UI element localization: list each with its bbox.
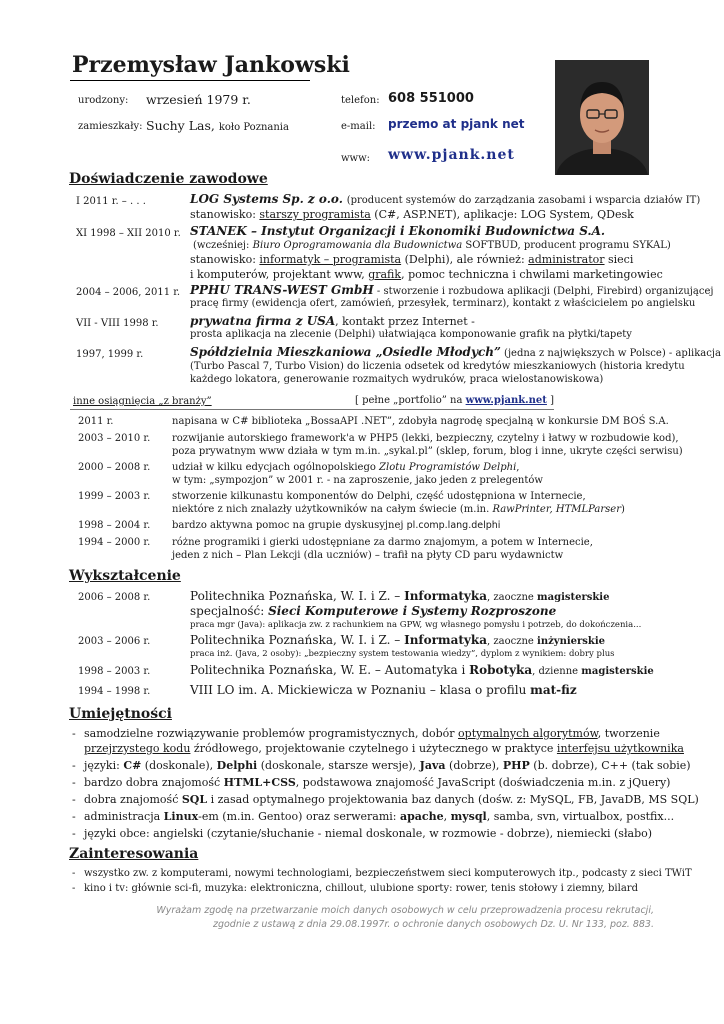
achievement-text: w tym: „sympozjon” w 2001 r. - na zaproszenie, jako jeden z prelegentów: [172, 475, 543, 486]
text-span: samodzielne rozwiązywanie problemów programistycznych, dobór: [84, 727, 459, 740]
section-title-interests: Zainteresowania: [69, 846, 199, 862]
text-span: RawPrinter, HTMLParser: [492, 504, 621, 515]
skill-item: [84, 776, 670, 789]
list-bullet: -: [72, 727, 76, 740]
experience-date: XI 1998 – XII 2010 r.: [76, 228, 181, 239]
experience-position: [190, 268, 663, 281]
text-span: , dzienne: [532, 666, 582, 677]
education-specialty: [190, 604, 556, 618]
experience-desc: pracę firmy (ewidencja ofert, zamówień, przesyłek, terminarz), kontakt z właścicielem po angielsku: [190, 298, 696, 309]
text-span: [ pełne „portfolio” na: [355, 395, 466, 406]
skill-item: [84, 759, 691, 772]
text-span: PHP: [502, 759, 530, 772]
text-span: sieci: [604, 253, 634, 266]
education-date: 2003 – 2006 r.: [78, 636, 151, 647]
experience-position: [190, 208, 634, 221]
text-span: VIII LO im. A. Mickiewicza w Poznaniu – klasa o profilu: [190, 683, 531, 697]
name-underline: [70, 80, 310, 81]
experience-desc: prosta aplikacja na zlecenie (Delphi) ułatwiająca komponowanie grafik na płytki/tapety: [190, 329, 632, 340]
text-span: mat-fiz: [530, 683, 577, 697]
text-span: i zasad optymalnego projektowania baz danych (dośw. z: MySQL, FB, JavaDB, MS SQL): [207, 793, 699, 806]
education-entry: [190, 633, 605, 647]
text-span: (dobrze),: [445, 759, 503, 772]
achievement-date: 1998 – 2004 r.: [78, 520, 151, 531]
text-span: Delphi: [216, 759, 258, 772]
text-span: Sieci Komputerowe i Systemy Rozproszone: [268, 604, 557, 618]
text-span: Politechnika Poznańska, W. I. i Z. –: [190, 633, 405, 647]
section-title-skills: Umiejętności: [69, 706, 172, 722]
text-span: starszy programista: [259, 208, 371, 221]
achievement-text: [172, 462, 519, 473]
text-span: przejrzystego kodu: [84, 742, 191, 755]
company-name: STANEK – Instytut Organizacji i Ekonomiki Budownictwa S.A.: [190, 224, 606, 238]
text-span: , zaoczne: [487, 636, 538, 647]
text-span: , pomoc techniczna i chwilami marketingowiec: [401, 268, 663, 281]
text-span: magisterskie: [581, 666, 654, 677]
text-span: dobra znajomość: [84, 793, 182, 806]
consent-clause-line: zgodnie z ustawą z dnia 29.08.1997r. o ochronie danych osobowych Dz. U. Nr 133, poz. 883.: [212, 919, 654, 930]
born-label: urodzony:: [78, 95, 129, 106]
text-span: Informatyka: [404, 589, 487, 603]
text-span: źródłowego, projektowanie czytelnego i użytecznego w praktyce: [190, 742, 557, 755]
text-span: ]: [546, 395, 555, 406]
text-span: administracja: [84, 810, 164, 823]
portrait-image: [555, 60, 649, 175]
experience-date: I 2011 r. – . . .: [76, 196, 146, 207]
portfolio-note: [355, 395, 554, 406]
section-title-experience: Doświadczenie zawodowe: [69, 171, 268, 187]
text-span: administrator: [528, 253, 605, 266]
achievement-date: 2011 r.: [78, 416, 114, 427]
achievement-text: stworzenie kilkunastu komponentów do Delphi, część udostępniona w Internecie,: [172, 491, 586, 502]
text-span: HTML+CSS: [223, 776, 296, 789]
text-span: ): [620, 504, 625, 515]
achievement-text: rozwijanie autorskiego framework'a w PHP5 (lekki, bezpieczny, czytelny i łatwy w rozbudowie kod),: [172, 433, 679, 444]
newsgroup-name: pl.comp.lang.delphi: [406, 520, 501, 531]
achievement-date: 2003 – 2010 r.: [78, 433, 151, 444]
text-span: udział w kilku edycjach ogólnopolskiego: [172, 462, 380, 473]
education-note: praca inż. (Java, 2 osoby): „bezpieczny system testowania wiedzy”, dyplom z wynikiem: dobry plus: [190, 649, 615, 659]
achievement-text: napisana w C# biblioteka „BossaAPI .NET”, zdobyła nagrodę specjalną w konkursie DM BOŚ S.A.: [172, 416, 669, 427]
text-span: i komputerów, projektant www,: [190, 268, 369, 281]
experience-date: VII - VIII 1998 r.: [76, 318, 159, 329]
education-date: 1998 – 2003 r.: [78, 666, 151, 677]
text-span: stanowisko:: [190, 208, 260, 221]
text-span: -em (m.in. Gentoo) oraz serwerami:: [198, 810, 400, 823]
born-value: wrzesień 1979 r.: [146, 92, 251, 107]
text-span: Zlotu Programistów Delphi: [379, 462, 517, 473]
text-span: , samba, svn, virtualbox, postfix...: [486, 810, 675, 823]
company-name: prywatna firma z USA: [190, 314, 336, 328]
text-span: niektóre z nich znalazły użytkowników na całym świecie (m.in.: [172, 504, 493, 515]
education-note: praca mgr (Java): aplikacja zw. z rachunkiem na GPW, wg własnego pomysłu i potrzeb, do dokończenia...: [190, 620, 642, 630]
address-label: zamieszkały:: [78, 121, 143, 132]
text-span: inżynierskie: [537, 636, 605, 647]
text-span: , zaoczne: [487, 592, 538, 603]
www-link[interactable]: www.pjank.net: [388, 147, 515, 163]
text-span: języki:: [84, 759, 124, 772]
experience-desc: (Turbo Pascal 7, Turbo Vision) do liczenia odsetek od kredytów mieszkaniowych (historia kredytu: [190, 361, 685, 372]
experience-entry: [190, 283, 713, 297]
achievement-date: 1999 – 2003 r.: [78, 491, 151, 502]
text-span: (b. dobrze), C++ (tak sobie): [529, 759, 691, 772]
education-entry: [190, 589, 609, 603]
company-name: LOG Systems Sp. z o.o.: [190, 192, 343, 206]
text-span: Java: [419, 759, 446, 772]
achievement-text: różne programiki i gierki udostępniane za darmo znajomym, a potem w Internecie,: [172, 537, 593, 548]
text-span: SQL: [181, 793, 208, 806]
person-name: Przemysław Jankowski: [72, 52, 350, 78]
text-span: (doskonale),: [141, 759, 217, 772]
list-bullet: -: [72, 759, 76, 772]
skill-item: języki obce: angielski (czytanie/słuchanie - niemal doskonale, w rozmowie - dobrze), niemiecki (słabo): [84, 827, 653, 840]
list-bullet: -: [72, 776, 76, 789]
education-date: 2006 – 2008 r.: [78, 592, 151, 603]
company-name: Spółdzielnia Mieszkaniowa „Osiedle Młodych”: [190, 345, 501, 359]
text-span: , tworzenie: [597, 727, 660, 740]
text-span: (doskonale, starsze wersje),: [257, 759, 420, 772]
education-entry: [190, 683, 577, 697]
skill-item: [84, 810, 674, 823]
achievement-date: 2000 – 2008 r.: [78, 462, 151, 473]
experience-entry: [190, 192, 700, 206]
text-span: SOFTBUD, producent programu SYKAL): [462, 240, 671, 251]
text-span: Biuro Oprogramowania dla Budownictwa: [252, 240, 463, 251]
text-span: specjalność:: [190, 604, 269, 618]
profile-photo: [555, 60, 649, 175]
education-entry: [190, 663, 654, 677]
text-span: apache: [399, 810, 444, 823]
list-bullet: -: [72, 868, 76, 879]
address-value: [146, 118, 289, 133]
text-span: , podstawowa znajomość JavaScript (doświadczenia m.in. z jQuery): [295, 776, 671, 789]
address-city: Suchy Las,: [146, 118, 215, 133]
experience-desc: każdego lokatora, generowanie rozmaitych wydruków, praca wielostanowiskowa): [190, 374, 604, 385]
experience-note: [193, 240, 671, 251]
www-label: www:: [341, 153, 371, 164]
phone-value: 608 551000: [388, 91, 474, 106]
company-desc: , kontakt przez Internet -: [335, 315, 475, 328]
section-title-education: Wykształcenie: [69, 568, 181, 584]
company-name: PPHU TRANS-WEST GmbH: [190, 283, 374, 297]
text-span: Robotyka: [469, 663, 533, 677]
achievement-text: [172, 520, 500, 531]
text-span: Politechnika Poznańska, W. I. i Z. –: [190, 589, 405, 603]
interest-item: kino i tv: głównie sci-fi, muzyka: elektroniczna, chillout, ulubione sporty: rower, tenis stołowy i ziemny, bilard: [84, 883, 638, 894]
skill-item: [84, 727, 660, 740]
list-bullet: -: [72, 810, 76, 823]
achievement-text: [172, 504, 625, 515]
company-desc: (producent systemów do zarządzania zasobami i wsparcia działów IT): [346, 195, 701, 206]
text-span: ,: [516, 462, 520, 473]
text-span: Linux: [163, 810, 199, 823]
address-region: koło Poznania: [218, 122, 289, 133]
text-span: ,: [443, 810, 451, 823]
consent-clause-line: Wyrażam zgodę na przetwarzanie moich danych osobowych w celu przeprowadzenia procesu rekrutacji,: [156, 905, 654, 916]
text-span: stanowisko:: [190, 253, 260, 266]
text-span: interfejsu użytkownika: [556, 742, 684, 755]
interest-item: wszystko zw. z komputerami, nowymi technologiami, bezpieczeństwem sieci komputerowych itp., podcasty z sieci TWiT: [84, 868, 692, 879]
skill-item: [84, 742, 684, 755]
achievement-text: jeden z nich – Plan Lekcji (dla uczniów) – trafił na płyty CD paru wydawnictw: [172, 550, 564, 561]
text-span: (wcześniej:: [193, 240, 253, 251]
experience-date: 2004 – 2006, 2011 r.: [76, 287, 181, 298]
text-span: grafik: [368, 268, 402, 281]
skill-item: [84, 793, 699, 806]
education-date: 1994 – 1998 r.: [78, 686, 151, 697]
text-span: (Delphi), ale również:: [401, 253, 529, 266]
text-span: magisterskie: [537, 592, 610, 603]
text-span: C#: [123, 759, 142, 772]
portfolio-link[interactable]: www.pjank.net: [465, 395, 547, 406]
experience-date: 1997, 1999 r.: [76, 349, 144, 360]
text-span: mysql: [450, 810, 487, 823]
company-desc: (jedna z największych w Polsce) - aplikacja: [500, 348, 721, 359]
experience-position: [190, 253, 633, 266]
divider: [70, 409, 554, 410]
experience-entry: [190, 314, 475, 328]
text-span: bardzo dobra znajomość: [84, 776, 224, 789]
text-span: optymalnych algorytmów: [458, 727, 598, 740]
email-label: e-mail:: [341, 121, 376, 132]
list-bullet: -: [72, 793, 76, 806]
company-desc: - stworzenie i rozbudowa aplikacji (Delphi, Firebird) organizującej: [373, 286, 714, 297]
text-span: informatyk – programista: [259, 253, 402, 266]
list-bullet: -: [72, 827, 76, 840]
achievement-date: 1994 – 2000 r.: [78, 537, 151, 548]
experience-entry: [190, 345, 721, 359]
text-span: (C#, ASP.NET), aplikacje: LOG System, QDesk: [370, 208, 634, 221]
text-span: Informatyka: [404, 633, 487, 647]
text-span: Politechnika Poznańska, W. E. – Automatyka i: [190, 663, 470, 677]
list-bullet: -: [72, 883, 76, 894]
achievement-text: poza prywatnym www działa w tym m.in. „sykal.pl” (sklep, forum, blog i inne, ukryte części serwisu): [172, 446, 683, 457]
phone-label: telefon:: [341, 95, 380, 106]
text-span: bardzo aktywna pomoc na grupie dyskusyjnej: [172, 520, 407, 531]
email-value[interactable]: przemo at pjank net: [388, 117, 525, 131]
section-title-other: inne osiągnięcia „z branży”: [73, 396, 212, 407]
